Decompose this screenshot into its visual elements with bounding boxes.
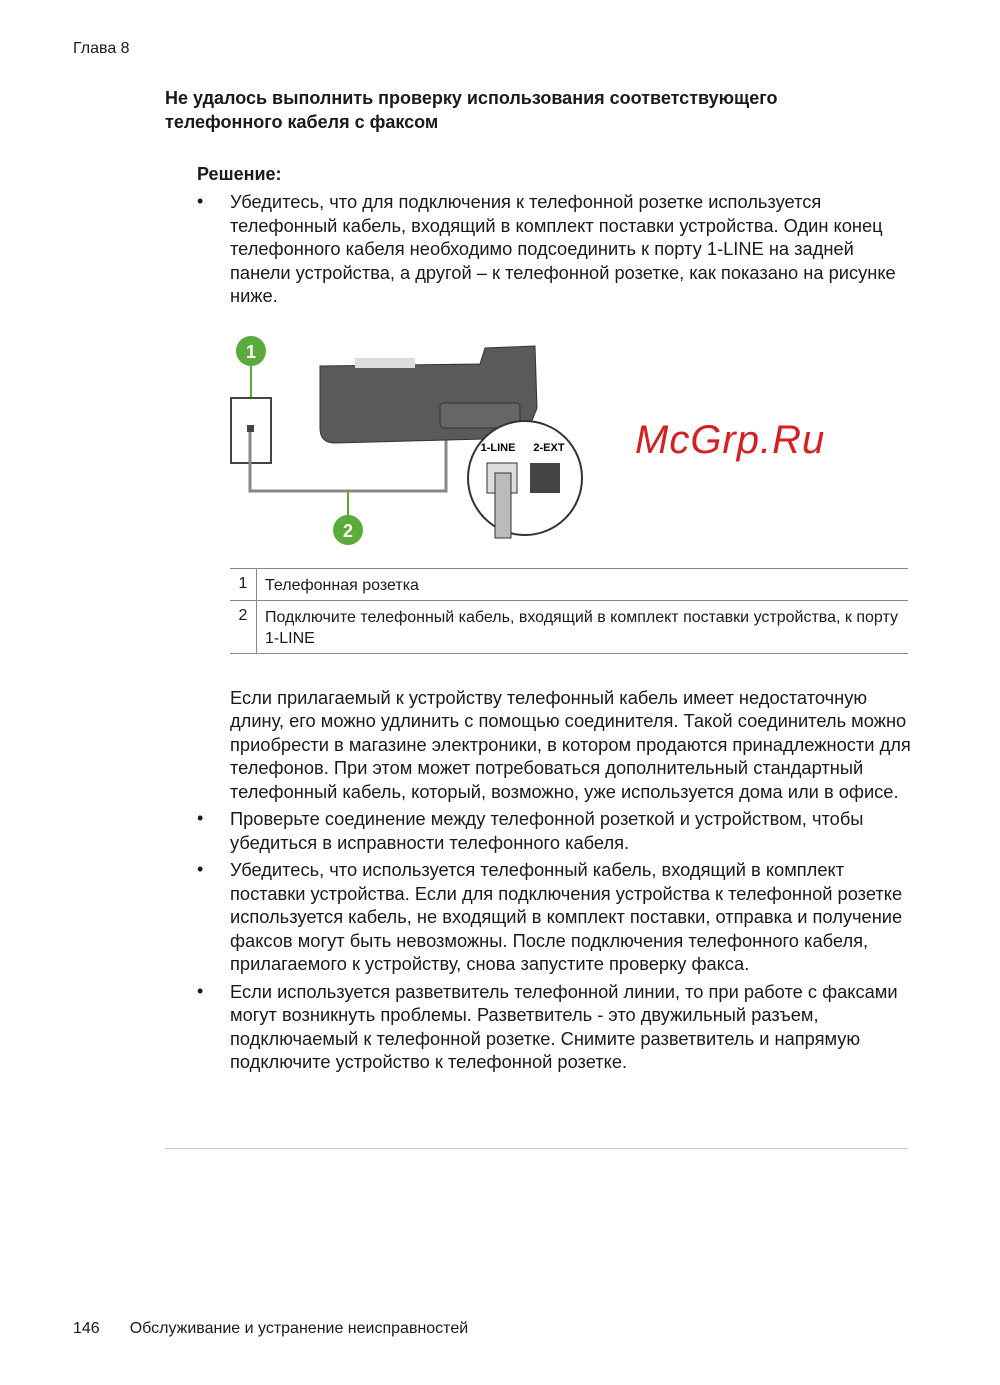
bullet: • — [197, 191, 204, 211]
legend-row — [230, 601, 908, 654]
legend-text: Подключите телефонный кабель, входящий в комплект поставки устройства, к порту 1-LINE — [265, 608, 898, 647]
solution-content — [197, 190, 911, 1078]
solution-item — [197, 858, 911, 976]
solution-item — [197, 980, 911, 1074]
legend-row — [230, 569, 908, 601]
paragraph-2: Если прилагаемый к устройству телефонный кабель имеет недостаточную длину, его можно удлинить с помощью соединителя. Такой соединитель можно приобрести в магазине электроники, в котором продаются принадлежности для телефонов. При этом может потребоваться дополнительный стандартный телефонный кабель, который, возможно, уже используется дома или в офисе. — [230, 686, 911, 802]
paragraph-3: Проверьте соединение между телефонной розеткой и устройством, чтобы убедиться в исправности телефонного кабеля. — [230, 808, 864, 853]
callout-1: 1 — [245, 341, 257, 362]
solution-item — [197, 686, 911, 804]
footer-title: Обслуживание и устранение неисправностей — [129, 1320, 469, 1337]
connection-diagram — [225, 328, 595, 553]
figure — [225, 328, 911, 568]
port-1-label: 1-LINE — [480, 441, 516, 454]
bullet: • — [197, 808, 204, 828]
solution-item — [197, 807, 911, 854]
bullet: • — [197, 859, 204, 879]
legend-text: Телефонная розетка — [265, 576, 419, 594]
chapter-header: Глава 8 — [73, 40, 130, 57]
watermark: McGrp.Ru — [635, 417, 826, 462]
solution-item — [197, 190, 911, 308]
solution-label: Решение: — [197, 164, 282, 184]
legend-num: 2 — [230, 601, 257, 653]
page-footer — [73, 1320, 468, 1338]
legend-table — [230, 568, 908, 654]
paragraph-1: Убедитесь, что для подключения к телефонной розетке используется телефонный кабель, входящий в комплект поставки устройства. Один конец телефонного кабеля необходимо подсоединить к порту 1-LINE на задней панели устройства, а другой – к телефонной розетке, как показано на рисунке ниже. — [230, 191, 896, 306]
bullet: • — [197, 980, 204, 1001]
divider — [165, 1148, 908, 1149]
paragraph-4: Убедитесь, что используется телефонный кабель, входящий в комплект поставки устройства. Если для подключения устройства к телефонной розетке используется кабель, не входящий в комплект поставки, отправка и получение факсов могут быть невозможны. После подключения телефонного кабеля, прилагаемого к устройству, снова запустите проверку факса. — [230, 859, 903, 974]
port-2-label: 2-EXT — [533, 441, 565, 454]
legend-num: 1 — [230, 569, 257, 600]
page-number: 146 — [73, 1320, 100, 1337]
port-closeup — [468, 421, 582, 535]
section-title: Не удалось выполнить проверку использования соответствующего телефонного кабеля с факсом — [165, 88, 778, 132]
paragraph-5: Если используется разветвитель телефонной линии, то при работе с факсами могут возникнуть проблемы. Разветвитель - это двужильный разъем, подключаемый к телефонной розетке. Снимите разветвитель и напрямую подключите устройство к телефонной розетке. — [230, 980, 898, 1072]
callout-2: 2 — [342, 520, 354, 541]
